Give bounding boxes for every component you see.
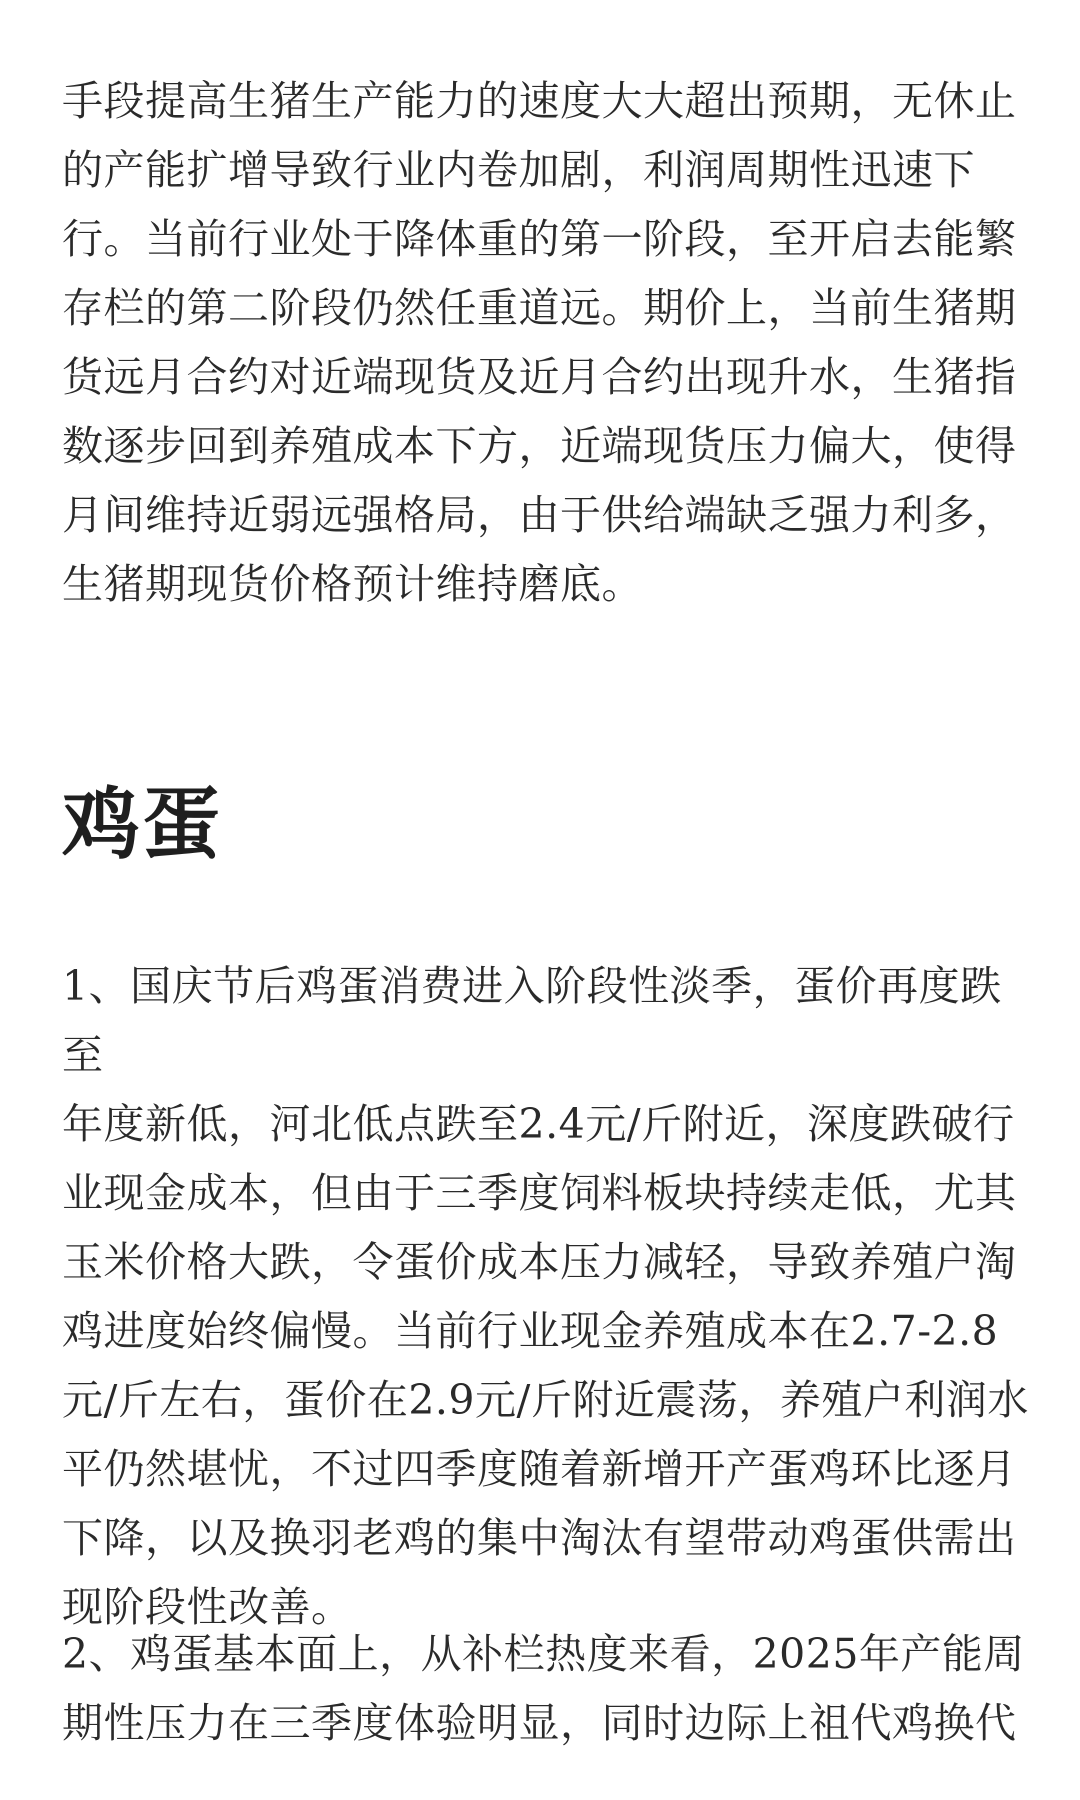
intro-paragraph: 手段提高生猪生产能力的速度大大超出预期，无休止 的产能扩增导致行业内卷加剧，利润周期性迅速下 行。当前行业处于降体重的第一阶段，至开启去能繁 存栏的第二阶段仍然任重道远。期价上，当前生猪期 货远月合约对近端现货及近月合约出现升水，生猪指 数逐步回到养殖成本下方，近端现货压力偏大，使得 月间维持近弱远强格局，由于供给端缺乏强力利多， 生猪期现货价格预计维持磨底。 [62, 77, 1017, 608]
egg-point-2-paragraph: 2、鸡蛋基本面上，从补栏热度来看，2025年产能周 期性压力在三季度体验明显，同时边际上祖代鸡换代 [62, 1630, 1025, 1747]
section-heading-eggs: 鸡蛋 [62, 779, 223, 870]
egg-point-1-paragraph: 1、国庆节后鸡蛋消费进入阶段性淡季，蛋价再度跌至 年度新低，河北低点跌至2.4元/斤附近，深度跌破行 业现金成本，但由于三季度饲料板块持续走低，尤其 玉米价格大跌，令蛋价成本压力减轻，导致养殖户淘 鸡进度始终偏慢。当前行业现金养殖成本在2.7-2.8 元/斤左右，蛋价在2.9元/斤附近震荡，养殖户利润水 平仍然堪忧，不过四季度随着新增开产蛋鸡环比逐月 下降，以及换羽老鸡的集中淘汰有望带动鸡蛋供需出 现阶段性改善。 [62, 962, 1029, 1631]
